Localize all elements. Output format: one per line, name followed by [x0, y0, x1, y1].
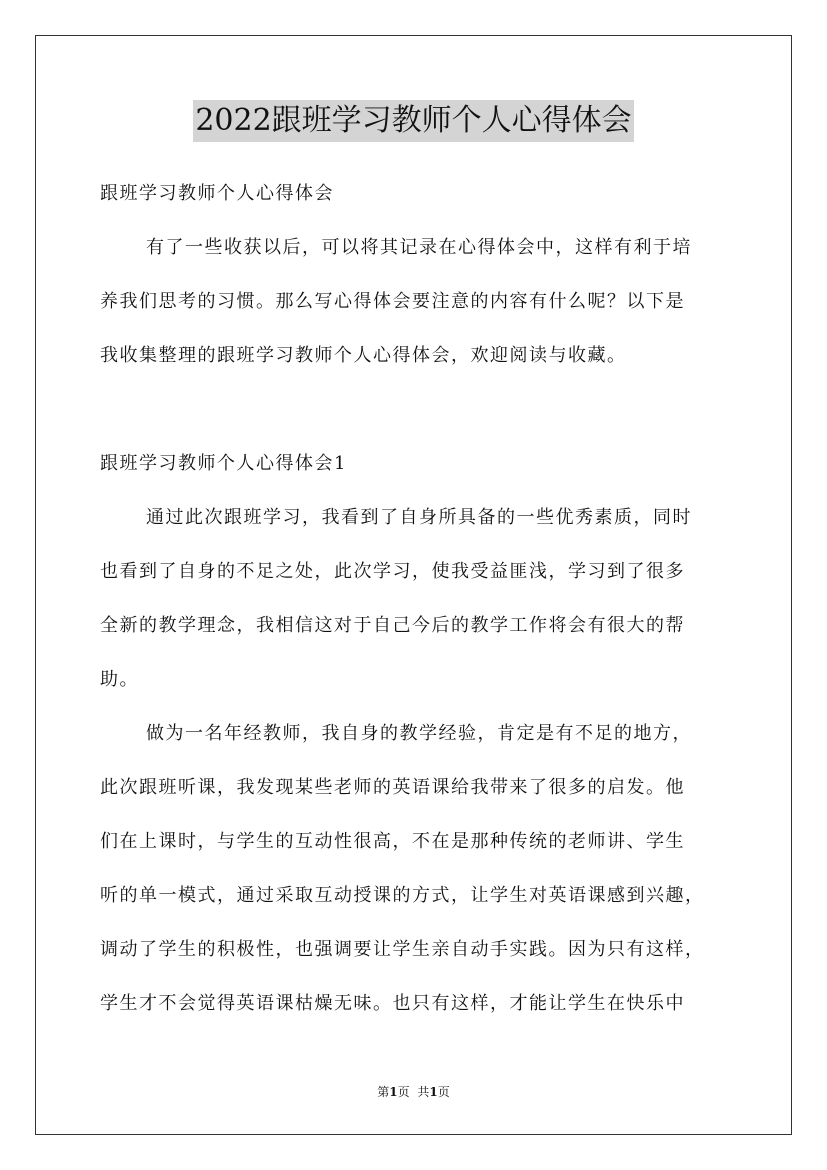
paragraph-line: 全新的教学理念，我相信这对于自己今后的教学工作将会有很大的帮	[100, 615, 685, 636]
intro-line: 我收集整理的跟班学习教师个人心得体会，欢迎阅读与收藏。	[100, 345, 627, 366]
intro-line: 养我们思考的习惯。那么写心得体会要注意的内容有什么呢？以下是	[100, 291, 685, 312]
page-number: 1	[389, 1085, 398, 1099]
paragraph-line: 助。	[100, 669, 139, 690]
total-label-suffix: 页	[437, 1085, 450, 1099]
paragraph-line: 做为一名年经教师，我自身的教学经验，肯定是有不足的地方，	[146, 723, 692, 744]
paragraph-line: 调动了学生的积极性，也强调要让学生亲自动手实践。因为只有这样，	[100, 939, 705, 960]
page-label-prefix: 第	[377, 1085, 390, 1099]
paragraph-line: 学生才不会觉得英语课枯燥无味。也只有这样，才能让学生在快乐中	[100, 993, 685, 1014]
paragraph-line: 们在上课时，与学生的互动性很高，不在是那种传统的老师讲、学生	[100, 831, 685, 852]
intro-line: 有了一些收获以后，可以将其记录在心得体会中，这样有利于培	[146, 237, 692, 258]
section-heading: 跟班学习教师个人心得体会1	[100, 453, 347, 474]
page-label-suffix: 页	[397, 1085, 410, 1099]
paragraph-line: 也看到了自身的不足之处，此次学习，使我受益匪浅，学习到了很多	[100, 561, 685, 582]
document-title: 2022跟班学习教师个人心得体会	[193, 100, 633, 142]
total-label-prefix: 共	[417, 1085, 430, 1099]
document-title-wrap	[0, 100, 827, 142]
paragraph-line: 通过此次跟班学习，我看到了自身所具备的一些优秀素质，同时	[146, 507, 692, 528]
subtitle: 跟班学习教师个人心得体会	[100, 183, 334, 204]
page-footer	[0, 1084, 827, 1100]
total-pages: 1	[429, 1085, 438, 1099]
paragraph-line: 此次跟班听课，我发现某些老师的英语课给我带来了很多的启发。他	[100, 777, 685, 798]
paragraph-line: 听的单一模式，通过采取互动授课的方式，让学生对英语课感到兴趣，	[100, 885, 705, 906]
